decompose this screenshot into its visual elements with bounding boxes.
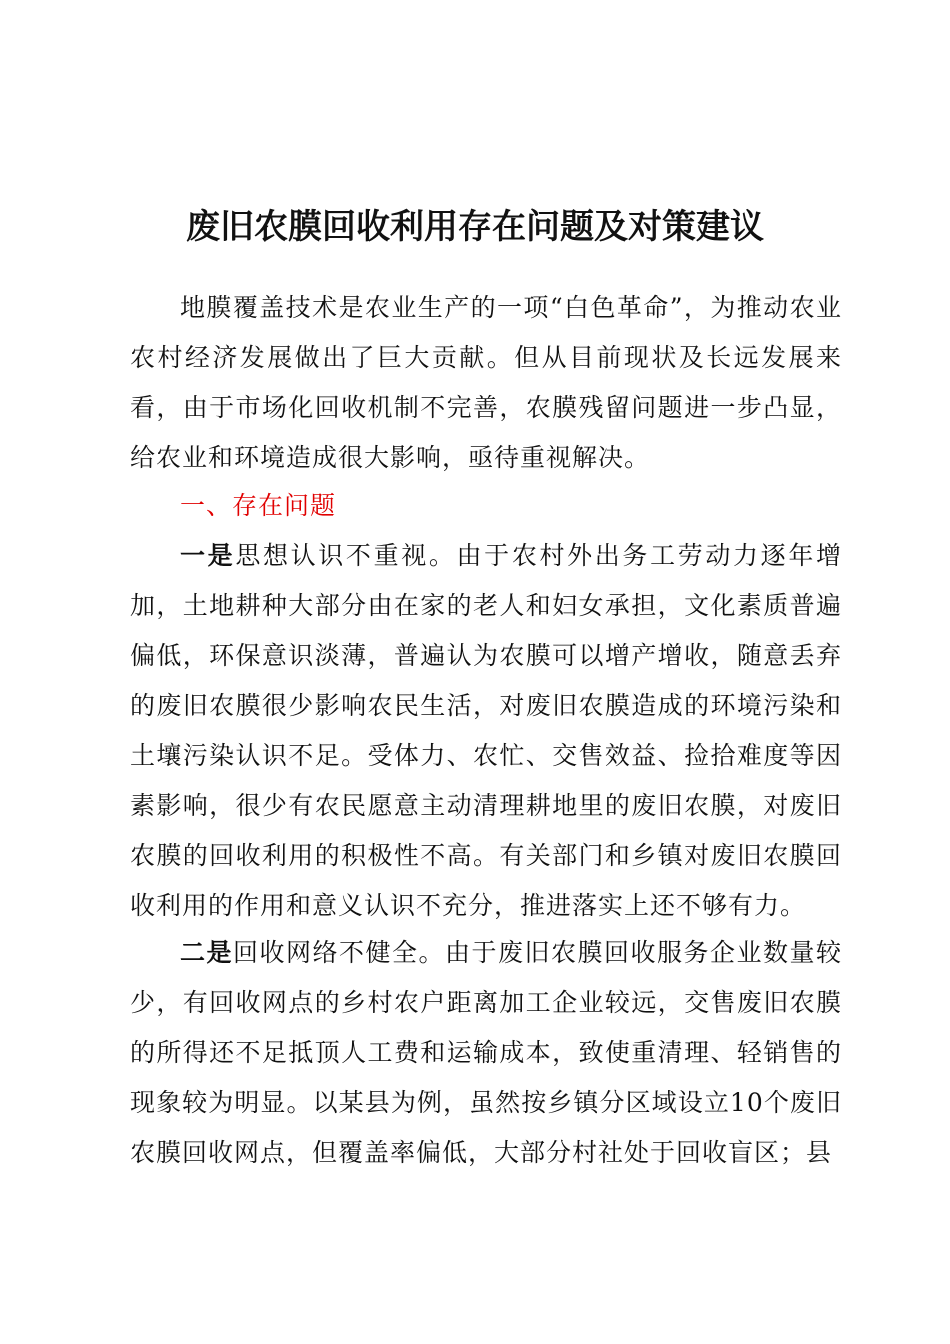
point-1-text: 思想认识不重视。由于农村外出务工劳动力逐年增加，土地耕种大部分由在家的老人和妇女承担，文化素质普遍偏低，环保意识淡薄，普遍认为农膜可以增产增收，随意丢弃的废旧农膜很少影响农民生活，对废旧农膜造成的环境污染和土壤污染认识不足。受体力、农忙、交售效益、捡拾难度等因素影响，很少有农民愿意主动清理耕地里的废旧农膜，对废旧农膜的回收利用的积极性不高。有关部门和乡镇对废旧农膜回收利用的作用和意义认识不充分，推进落实上还不够有力。 [130, 541, 842, 920]
point-1-lead: 一是 [180, 541, 236, 570]
point-2-text: 回收网络不健全。由于废旧农膜回收服务企业数量较少，有回收网点的乡村农户距离加工企业较远，交售废旧农膜的所得还不足抵顶人工费和运输成本，致使重清理、轻销售的现象较为明显。以某县为例，虽然按乡镇分区域设立10个废旧农膜回收网点，但覆盖率偏低，大部分村社处于回收盲区；县 [130, 938, 842, 1167]
point-2-paragraph [130, 928, 842, 1178]
point-1-paragraph [130, 531, 842, 931]
intro-paragraph: 地膜覆盖技术是农业生产的一项“白色革命”，为推动农业农村经济发展做出了巨大贡献。但从目前现状及长远发展来看，由于市场化回收机制不完善，农膜残留问题进一步凸显，给农业和环境造成很大影响，亟待重视解决。 [130, 293, 842, 472]
section-heading: 一、存在问题 [180, 491, 337, 520]
point-2-lead: 二是 [180, 938, 233, 967]
document-title: 废旧农膜回收利用存在问题及对策建议 [186, 207, 764, 247]
